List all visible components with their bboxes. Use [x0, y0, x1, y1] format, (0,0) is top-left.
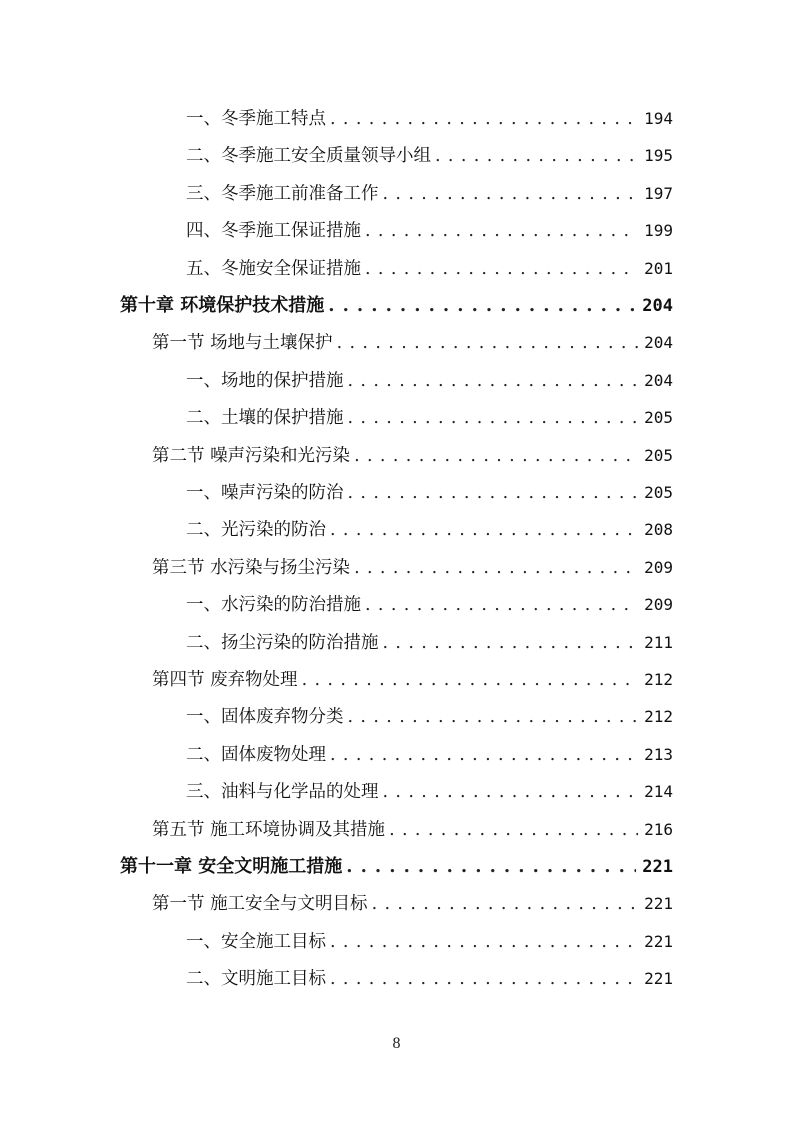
toc-leader-dots: [383, 779, 639, 805]
toc-entry-page: 197: [644, 183, 673, 203]
toc-entry-label: 二、固体废物处理: [186, 744, 326, 765]
toc-entry-label: 三、油料与化学品的处理: [186, 782, 379, 803]
toc-entry-page: 216: [644, 819, 673, 839]
toc-item-entry[interactable]: [186, 256, 673, 282]
toc-entry-label: 一、固体废弃物分类: [186, 707, 344, 728]
toc-entry-label: 一、水污染的防治措施: [186, 595, 361, 616]
toc-section-entry[interactable]: [152, 555, 673, 581]
toc-item-entry[interactable]: [186, 592, 673, 618]
toc-entry-page: 221: [642, 857, 673, 877]
toc-leader-dots: [365, 592, 638, 618]
toc-leader-dots: [354, 443, 638, 469]
toc-item-entry[interactable]: [186, 106, 673, 132]
toc-item-entry[interactable]: [186, 742, 673, 768]
toc-entry-label: 一、场地的保护措施: [186, 370, 344, 391]
toc-entry-label: 第四节 废弃物处理: [152, 670, 298, 690]
toc-entry-label: 第三节 水污染与扬尘污染: [152, 557, 351, 578]
toc-item-entry[interactable]: [186, 405, 673, 431]
toc-entry-page: 212: [644, 707, 673, 727]
toc-item-entry[interactable]: [186, 704, 673, 730]
toc-item-entry[interactable]: [186, 517, 673, 543]
toc-entry-label: 五、冬施安全保证措施: [186, 258, 361, 279]
toc-entry-label: 二、光污染的防治: [186, 520, 326, 541]
toc-leader-dots: [348, 704, 639, 730]
toc-leader-dots: [348, 480, 639, 506]
toc-leader-dots: [389, 817, 638, 843]
toc-leader-dots: [330, 517, 638, 543]
toc-entry-page: 201: [644, 258, 673, 278]
toc-entry-page: 221: [644, 969, 673, 989]
toc-entry-page: 212: [644, 670, 673, 689]
toc-entry-page: 209: [644, 595, 673, 615]
toc-entry-page: 211: [644, 632, 673, 652]
toc-entry-label: 第十一章 安全文明施工措施: [120, 856, 343, 877]
toc-entry-page: 221: [644, 894, 673, 914]
toc-chapter-entry[interactable]: [120, 293, 673, 319]
toc-entry-page: 205: [644, 483, 673, 502]
toc-item-entry[interactable]: [186, 218, 673, 244]
toc-item-entry[interactable]: [186, 480, 673, 506]
toc-item-entry[interactable]: [186, 143, 673, 169]
toc-entry-label: 第一节 场地与土壤保护: [152, 333, 333, 354]
toc-leader-dots: [383, 181, 639, 207]
toc-entry-page: 209: [644, 557, 673, 577]
toc-leader-dots: [348, 368, 639, 394]
toc-entry-page: 221: [644, 931, 673, 951]
toc-section-entry[interactable]: [152, 667, 673, 693]
toc-entry-page: 204: [642, 296, 673, 316]
toc-entry-label: 四、冬季施工保证措施: [186, 221, 361, 242]
page-number: 8: [392, 1035, 401, 1052]
toc-entry-page: 199: [644, 221, 673, 241]
toc-section-entry[interactable]: [152, 891, 673, 917]
toc-section-entry[interactable]: [152, 817, 673, 843]
toc-leader-dots: [330, 966, 638, 992]
toc-leader-dots: [348, 405, 639, 431]
toc-chapter-entry[interactable]: [120, 854, 673, 880]
toc-entry-label: 第五节 施工环境协调及其措施: [152, 819, 386, 840]
toc-section-entry[interactable]: [152, 330, 673, 356]
toc-leader-dots: [337, 330, 639, 356]
toc-leader-dots: [435, 143, 638, 169]
toc-item-entry[interactable]: [186, 368, 673, 394]
toc-entry-label: 一、安全施工目标: [186, 931, 326, 952]
toc-leader-dots: [354, 555, 638, 581]
toc-leader-dots: [330, 929, 638, 955]
toc-item-entry[interactable]: [186, 929, 673, 955]
toc-item-entry[interactable]: [186, 630, 673, 656]
toc-leader-dots: [328, 293, 636, 319]
toc-entry-page: 204: [644, 333, 673, 353]
toc-leader-dots: [365, 256, 638, 282]
toc-entry-page: 208: [644, 520, 673, 540]
toc-entry-label: 一、噪声污染的防治: [186, 483, 344, 503]
toc-entry-label: 一、冬季施工特点: [186, 109, 326, 129]
toc-leader-dots: [365, 218, 638, 244]
toc-entry-label: 二、土壤的保护措施: [186, 408, 344, 429]
toc-entry-page: 205: [644, 408, 673, 428]
toc-entry-label: 三、冬季施工前准备工作: [186, 183, 379, 204]
toc-entry-label: 第二节 噪声污染和光污染: [152, 445, 351, 466]
toc-entry-page: 204: [644, 370, 673, 390]
toc-item-entry[interactable]: [186, 966, 673, 992]
toc-entry-label: 二、文明施工目标: [186, 969, 326, 990]
toc-section-entry[interactable]: [152, 443, 673, 469]
toc-entry-page: 213: [644, 744, 673, 764]
toc-leader-dots: [383, 630, 639, 656]
toc-entry-label: 二、扬尘污染的防治措施: [186, 632, 379, 653]
toc-leader-dots: [330, 106, 638, 132]
toc-item-entry[interactable]: [186, 779, 673, 805]
toc-entry-label: 第一节 施工安全与文明目标: [152, 894, 368, 915]
toc-entry-page: 195: [644, 146, 673, 166]
toc-entry-page: 194: [644, 109, 673, 128]
toc-leader-dots: [302, 667, 639, 693]
toc-entry-label: 第十章 环境保护技术措施: [120, 295, 325, 316]
toc-entry-label: 二、冬季施工安全质量领导小组: [186, 146, 431, 167]
toc-leader-dots: [372, 891, 639, 917]
toc-leader-dots: [346, 854, 636, 880]
toc-entry-page: 214: [644, 782, 673, 802]
toc-leader-dots: [330, 742, 638, 768]
toc-entry-page: 205: [644, 445, 673, 465]
toc-item-entry[interactable]: [186, 181, 673, 207]
